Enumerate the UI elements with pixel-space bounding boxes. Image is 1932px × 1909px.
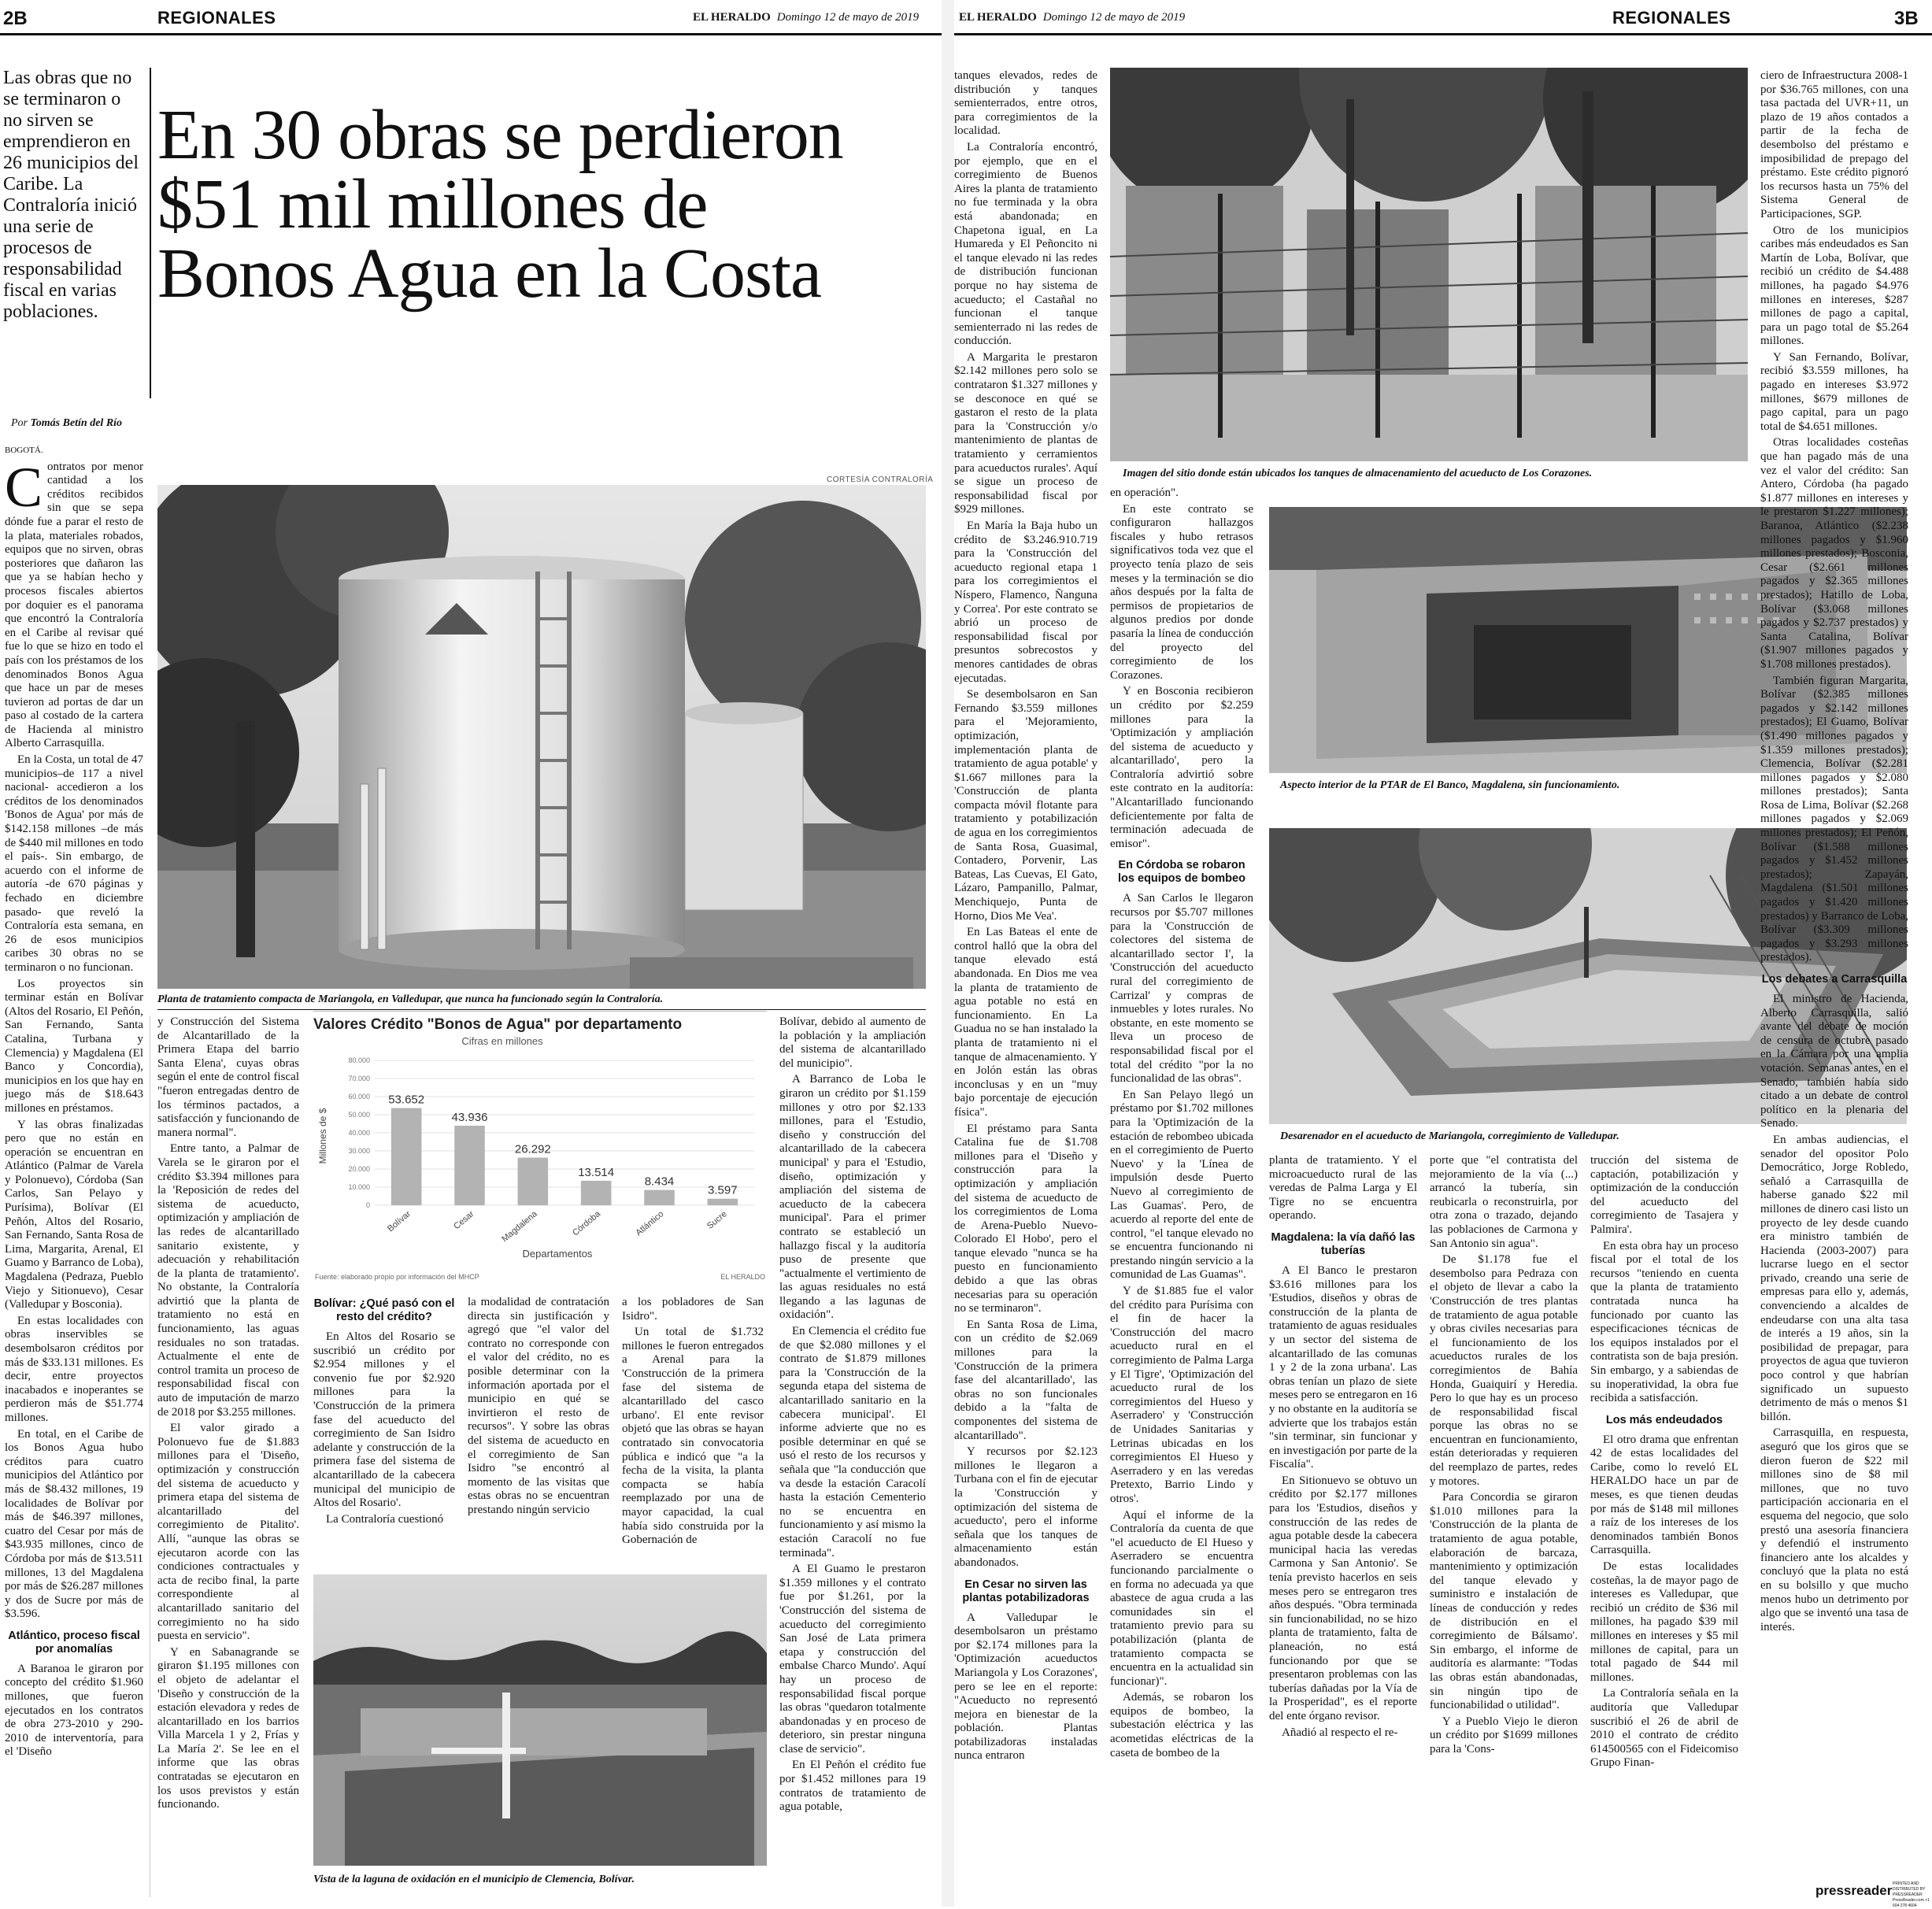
pressreader-logo: pressreader <box>1815 1883 1893 1898</box>
y-tick-label: 10.000 <box>348 1183 370 1191</box>
colc-para-1: A El Banco le prestaron $3.616 millones para los 'Estudios, diseños y obras de construcción de la planta de tratamiento de aguas residuales y un sector del sistema de alcantarillado de las comunas 1 y 2 de la zona urbana'. Las obras tenían un plazo de siete meses pero se entregaron en 16 y no obstante en la auditoría se advierte que los trabajos están "sin terminar, sin funcionar y en investigación por parte de la Fiscalía". <box>1269 1263 1417 1471</box>
subhead-cesar: En Cesar no sirven las plantas potabilizadoras <box>962 1578 1090 1604</box>
col5-para-1: Un total de $1.732 millones le fueron entregados a Arenal para la 'Construcción de la primera fase del sistema de alcantarillado del casco urbano'. El ente revisor objetó que las obras se hayan contratado sin convocatoria pública e indicó que "a la fecha de la visita, la planta compacta se había reemplazado por una de mayor capacidad, la cual había sido construida por la Gobernación de <box>622 1326 764 1547</box>
col2-para-0: y Construcción del Sistema de Alcantarillado de la Primera Etapa del barrio Santa Elena', cuyas obras según el ente de control fiscal "fueron entregadas dentro de los términos pactados, a satisfacción y funcionando de manera normal". <box>157 1016 299 1139</box>
column-4 <box>468 1296 609 1563</box>
column-c <box>1269 1154 1417 1894</box>
paper-name: EL HERALDO <box>693 11 771 24</box>
photo-lagoon <box>313 1574 767 1866</box>
colf-para-5: El ministro de Hacienda, Alberto Carrasquilla, salió avante del debate de moción de censura de octubre pasado en la Cámara por una amplia votación. Semanas antes, en el Senado, también había sido citado a un debate de control político en la plenaria del Senado. <box>1760 993 1908 1130</box>
chart-source: Fuente: elaborado propio por información del MHCP <box>315 1273 479 1281</box>
subhead-atlantico: Atlántico, proceso fiscal por anomalías <box>8 1629 140 1656</box>
bonos-agua-chart <box>313 1011 767 1289</box>
page-number: 3B <box>1894 8 1919 29</box>
x-axis-label: Departamentos <box>522 1248 593 1260</box>
y-tick-label: 40.000 <box>348 1129 370 1137</box>
bar <box>708 1199 738 1205</box>
dropcap: C <box>5 455 43 519</box>
section-label: REGIONALES <box>157 8 276 28</box>
right-page-header <box>954 8 1932 31</box>
pressreader-text: PRINTED AND DISTRIBUTED BY PRESSREADER PressReader.com +1 604 278 4604 <box>1893 1881 1930 1908</box>
colb-para-1: En este contrato se configuraron hallazgos fiscales y hubo retrasos significativos toda vez que el proyecto tenía plazo de seis meses y la terminación se dio años después por la falta de permisos de propietarios de algunos predios por donde pasaría la línea de conducción del proyecto del corregimiento de los Corazones. <box>1110 502 1253 682</box>
column-6 <box>779 1016 926 1897</box>
chart-brand: EL HERALDO <box>720 1273 765 1281</box>
section-label: REGIONALES <box>1612 8 1731 28</box>
cole-para-4: La Contraloría señala en la auditoría que Valledupar suscribió el 26 de abril de 2010 el contrato de crédito 614500565 con el Fideicomiso Grupo Finan- <box>1590 1687 1738 1770</box>
bar <box>581 1181 612 1205</box>
col2-para-2: El valor girado a Polonuevo fue de $1.883 millones para el 'Diseño, optimización y construcción del sistema de acueducto y primera etapa del sistema de alcantarillado del corregimiento de Pitalito'. Allí, "aunque las obras se ejecutaron acorde con las condiciones contractuales y acta de recibo final, la parte correspondiente al alcantarillado sanitario del corregimiento no ha sido puesta en servicio". <box>157 1422 299 1643</box>
col3-para-0: En Altos del Rosario se suscribió un crédito por $2.954 millones y el convenio fue por $2.920 millones para la 'Construcción de la primera fase del acueducto del corregimiento de San Isidro adelante y construcción de la primera fase del sistema de alcantarillado de la cabecera municipal del municipio de Altos del Rosario'. <box>313 1330 455 1510</box>
colb-para-2: Y en Bosconia recibieron un crédito por $2.259 millones para la 'Optimización y ampliación del sistema de acueducto y alcantarillado', pero la Contraloría advirtió sobre este contrato en la auditoría: "Alcantarillado funcionando deficientemente por falta de terminación adecuada de emisor". <box>1110 685 1253 850</box>
cola-para-7: En Santa Rosa de Lima, con un crédito de $2.069 millones para la 'Construcción de la primera fase del alcantarillado', las obras no son funcionales debido a la "falta de componentes del sistema de alcantarillado". <box>954 1318 1097 1442</box>
page-gutter <box>942 0 954 1907</box>
colf-para-4: También figuran Margarita, Bolívar ($2.385 millones pagados y $2.142 millones prestados); El Guamo, Bolívar ($1.490 millones pagados y $1.359 millones prestados); Clemencia, Bolívar ($2.281 millones pagados y $2.080 millones prestados); Santa Rosa de Lima, Bolívar ($2.268 millones pagados y $2.069 millones prestados); El Peñón, Bolívar ($1.588 millones pagados y $1.452 millones prestados); Zapayán, Magdalena ($1.501 millones pagados y $1.420 millones prestados) y Barranco de Loba, Bolívar ($3.309 millones pagados y $3.293 millones prestados). <box>1760 674 1908 964</box>
page-number: 2B <box>3 8 28 29</box>
photo-fenced-tanks <box>1110 68 1748 461</box>
column-a <box>954 69 1097 1896</box>
issue-date: Domingo 12 de mayo de 2019 <box>1042 11 1186 24</box>
x-tick-label: Atlántico <box>634 1209 666 1238</box>
col6-para-3: A El Guamo le prestaron $1.359 millones y el contrato fue por $1.261, por la 'Construcción del sistema de acueducto del corregimiento San José de Lata primera etapa y construcción del embalse Charco Mundo'. Aquí hay un proceso de responsabilidad fiscal porque las obras "quedaron totalmente abandonadas y en proceso de deterioro, sin prestar ninguna clase de servicio". <box>779 1563 926 1755</box>
colb-para-3: A San Carlos le llegaron recursos por $5.707 millones para la 'Construcción de colectores del sistema de alcantarillado sector I', la 'Construcción del acueducto rural del corregimiento de Carrizal' y compras de inmuebles y lotes rurales. No obstante, en este momento se lleva un proceso de responsabilidad fiscal por el total del crédito "por la no funcionalidad de las obras". <box>1110 892 1253 1086</box>
column-3 <box>313 1296 455 1563</box>
dateline: BOGOTÁ. <box>5 446 43 455</box>
colc-para-3: Añadió al respecto el re- <box>1282 1726 1398 1739</box>
col5-para-0: a los pobladores de San Isidro". <box>622 1296 764 1323</box>
cola-para-2: A Margarita le prestaron $2.142 millones pero solo se contrataron $1.327 millones y se desconoce en qué se gastaron el resto de la plata para la 'Construcción y/o mantenimiento de plantas de tratamiento y cerramientos para acueductos rurales'. Aquí se sigue un proceso de responsabilidad fiscal por $929 millones. <box>954 350 1097 516</box>
colf-para-1: Otro de los municipios caribes más endeudados es San Martín de Loba, Bolívar, que recibió un crédito de $4.488 millones, ha pagado $4.976 millones en intereses, $287 millones de pago a capital, para un pago total de $5.264 millones. <box>1760 224 1908 348</box>
photo-water-tank <box>157 485 926 989</box>
bar-value-label: 8.434 <box>644 1175 675 1189</box>
photo2-caption: Aspecto interior de la PTAR de El Banco, Magdalena, sin funcionamiento. <box>1280 779 1620 791</box>
cola-para-5: En Las Bateas el ente de control halló que la obra del tanque elevado está abandonada. En Dios me vea la planta de tratamiento de agua potable no está en funcionamiento. En La Guadua no se han instalado la planta de tratamiento ni el tanque de almacenamiento. Y en Jolón están las obras inconclusas y en un "muy bajo porcentaje de ejecución física". <box>954 926 1097 1119</box>
chart-subtitle: Cifras en millones <box>461 1035 543 1047</box>
col1-para-5: En total, en el Caribe de los Bonos Agua hubo créditos para cuatro municipios del Atlántico por más de $8.432 millones, 19 localidades de Bolívar por más de $46.397 millones, cuatro del Cesar por más de $43.935 millones, cinco de Córdoba por más de $13.511 millones, 13 del Magdalena por más de $26.287 millones y dos de Sucre por más de $3.596. <box>5 1427 143 1621</box>
cold-para-0: porte que "el contratista del mejoramiento de la vía (...) arrancó la tubería, sin reubicarla o reconstruirla, por otra zona o trazado, dejando las poblaciones de Carmona y San Antonio sin agua". <box>1430 1154 1578 1250</box>
cole-para-0: trucción del sistema de captación, potabilización y optimización de la conducción del acueducto del corregimiento de Tasajera y Palmira'. <box>1590 1154 1738 1236</box>
colb-para-4: En San Pelayo llegó un préstamo por $1.702 millones para la 'Optimización de la estación de rebombeo ubicada en el corregimiento de Puerto Nuevo' y la 'Línea de impulsión desde Puerto Nuevo al corregimiento de Las Guamas'. Pero, de acuerdo al reporte del ente de control, "el tanque elevado no se encuentra funcionando ni prestando ningún servicio a la comunidad de Las Guamas". <box>1110 1088 1253 1282</box>
subhead-debates: Los debates a Carrasquilla <box>1761 973 1908 986</box>
column-f <box>1760 69 1908 1872</box>
col1-para-2: Los proyectos sin terminar están en Bolívar (Altos del Rosario, El Peñón, San Fernando, Santa Catalina, Turbana y Clemencia) y Magdalena (El Banco y Concordia), municipios en los que hay en juego más de $18.643 millones en préstamos. <box>5 977 143 1115</box>
col1-tail: A Baranoa le giraron por concepto del crédito $1.960 millones, que fueron ejecutados en los contratos de obra 273-2010 y 290-2010 de interventoría, para el 'Diseño <box>5 1662 143 1759</box>
colb-para-7: Además, se robaron los equipos de bombeo, la subestación eléctrica y las acometidas eléctricas de la caseta de bombeo de la <box>1110 1691 1253 1759</box>
bar-value-label: 26.292 <box>514 1142 551 1156</box>
col2-para-3: Y en Sabanagrande se giraron $1.195 millones con el objeto de adelantar el 'Diseño y construcción de la estación elevadora y redes de alcantarillado en los barrios Villa Marcela 1 y 2, Frías y La María 2'. Se lee en el informe que las obras contratadas se ejecutaron en los usos previstos y están funcionando. <box>157 1645 299 1811</box>
bar-value-label: 13.514 <box>578 1165 615 1179</box>
column-1 <box>5 444 143 1892</box>
issue-date: Domingo 12 de mayo de 2019 <box>776 11 920 24</box>
subhead-endeudados: Los más endeudados <box>1605 1413 1723 1426</box>
col1-para-0: Contratos por menor cantidad a los créditos recibidos sin que se sepa dónde fue a parar el resto de la plata, materiales robados, equipos que no sirven, obras posteriores que dañaron las que ya se habían hecho y procesos fiscales abiertos por doquier es el panorama que encontró la Contraloría en el Caribe al revisar qué fue lo que se hizo en todo el país con los préstamos de los denominados Bonos Agua que hace un par de meses tuvieron ad portas de dar un paso al costado de la cartera de Hacienda al ministro Alberto Carrasquilla. <box>5 455 143 750</box>
colc-para-0: planta de tratamiento. Y el microacueducto rural de las veredas de Palma Larga y El Tigre no se encuentra operando. <box>1269 1154 1417 1223</box>
cole-para-3: De estas localidades costeñas, la de mayor pago de intereses es Valledupar, que recibió un crédito de $36 mil millones, ha pagado $39 mil millones en intereses y $5 mil millones de capital, para un total pagado de $44 mil millones. <box>1590 1560 1738 1684</box>
col6-para-1: A Barranco de Loba le giraron un crédito por $1.159 millones y otro por $2.133 millones, para el 'Estudio, diseño y construcción del alcantarillado de la cabecera municipal' y para el 'Estudio, diseño, optimización y ampliación del sistema de acueducto de la cabecera municipal'. Para el primer contrato se estableció un hallazgo fiscal y la auditoría puso de presente que "actualmente el vertimiento de las aguas residuales no está llegando a las lagunas de oxidación". <box>779 1073 926 1322</box>
caption-rule <box>157 1009 926 1010</box>
cola-para-3: En María la Baja hubo un crédito de $3.246.910.719 para la 'Construcción del acueducto regional etapa 1 para los corregimientos el Níspero, Flamenco, Ñanguna y Correa'. Por este contrato se abrió un proceso de responsabilidad fiscal por presuntos sobrecostos y menores cantidades de obras ejecutadas. <box>954 520 1097 685</box>
pressreader-footer <box>1815 1878 1932 1907</box>
column-d <box>1430 1154 1578 1894</box>
x-tick-label: Magdalena <box>500 1209 539 1245</box>
x-tick-label: Córdoba <box>571 1209 603 1238</box>
photo-water-tank-image <box>157 485 926 989</box>
bar-value-label: 43.936 <box>451 1110 488 1124</box>
lede: Las obras que no se terminaron o no sirven se emprendieron en 26 municipios del Caribe. La Contraloría inició una serie de procesos de responsabilidad fiscal en varias poblaciones. <box>3 68 139 322</box>
left-page-header <box>0 8 942 31</box>
bar-value-label: 53.652 <box>388 1093 425 1107</box>
colf-para-0: ciero de Infraestructura 2008-1 por $36.765 millones, con una tasa pactada del UVR+11, un plazo de 19 años contados a partir de la fecha de desembolso del préstamo e imposibilidad de prepago del préstamo. Este crédito pignoró los recursos hasta un 75% del Sistema General de Participaciones, SGP. <box>1760 69 1908 220</box>
col1-para-4: En estas localidades con obras inservibles se desembolsaron créditos por más de $33.131 millones. Es decir, entre proyectos inacabados e inoperantes se perdieron más de $51.774 millones. <box>5 1314 143 1424</box>
col6-para-4: En El Peñón el crédito fue por $1.452 millones para 19 contratos de tratamiento de agua potable, <box>779 1759 926 1814</box>
photo3-caption: Desarenador en el acueducto de Mariangola, corregimiento de Valledupar. <box>1280 1130 1619 1142</box>
x-tick-label: Cesar <box>452 1209 476 1232</box>
column-5 <box>622 1296 764 1563</box>
colb-para-5: Y de $1.885 fue el valor del crédito para Purísima con el fin de hacer la 'Construcción del macro acueducto rural en el corregimiento de Palma Larga y El Tigre', 'Optimización del acueducto rural de los corregimientos del Hueso y Aserradero' y 'Construcción de Unidades Sanitarias y Letrinas ubicadas en los corregimientos El Hueso y Aserradero y en las veredas Pretexto, Barrio Lindo y otros'. <box>1110 1285 1253 1505</box>
bar <box>391 1108 422 1205</box>
masthead <box>693 11 919 24</box>
colb-para-0: en operación". <box>1110 486 1179 499</box>
chart-svg <box>313 1012 767 1289</box>
chart-title: Valores Crédito "Bonos de Agua" por departamento <box>313 1016 683 1033</box>
photo1-caption: Imagen del sitio donde están ubicados los tanques de almacenamiento del acueducto de Los Corazones. <box>1123 468 1593 479</box>
cold-para-1: De $1.178 fue el desembolso para Pedraza con el objeto de llevar a cabo la 'Construcción de tres plantas de tratamiento de agua potable y obras civiles necesarias para el funcionamiento de los acueductos rurales de los corregimientos de Bahía Honda, Guaiquirí y Heredia. Pero lo que hay es un proceso de responsabilidad fiscal porque las obras no se encuentran en funcionamiento, están deterioradas y requieren del reemplazo de partes, redes y motores. <box>1430 1253 1578 1488</box>
photo-lagoon-image <box>313 1574 767 1866</box>
cola-para-0: tanques elevados, redes de distribución y tanques semienterrados, entre otros, para corregimientos de la localidad. <box>954 69 1097 138</box>
cola-para-8: Y recursos por $2.123 millones le llegaron a Turbana con el fin de ejecutar la 'Construcción y optimización del sistema de acueducto', pero el informe señala que los tanques de almacenamiento están abandonados. <box>954 1445 1097 1569</box>
y-tick-label: 0 <box>365 1201 370 1209</box>
colf-para-6: En ambas audiencias, el senador del opositor Polo Democrático, Jorge Robledo, señaló a Carrasquilla de haberse ganado $22 mil millones de dinero casi listo un proyecto de ley desde cuando era ministro también de Hacienda (2003-2007) para lucrarse luego en el sector privado, creando una serie de empresas para ello y, además, convenciendo a alcaldes de endeudarse con una alta tasa de interés a 19 años, sin la posibilidad de prepagar, para proyectos de agua que tuvieron poco control y que habrían significado un supuesto detrimento de más o menos $1 billón. <box>1760 1133 1908 1423</box>
photo-credit: CORTESÍA CONTRALORÍA <box>827 475 934 484</box>
cola-tail: A Valledupar le desembolsaron un préstamo por $2.174 millones para la 'Optimización acueductos Mariangola y Los Corazones', pero se lee en el reporte: "Acueducto no representó mejora en bienestar de la población. Plantas potabilizadoras instaladas nunca entraron <box>954 1611 1097 1763</box>
lede-divider <box>150 68 151 398</box>
y-tick-label: 30.000 <box>348 1147 370 1155</box>
headline: En 30 obras se perdieron $51 mil millones de Bonos Agua en la Costa <box>157 96 843 313</box>
colf-para-3: Otras localidades costeñas que han pagado más de una vez el valor del crédito: San Antero, Córdoba (ha pagado $1.877 millones en intereses y le prestaron $1.227 millones); Baranoa, Atlántico ($2.238 millones pagados y $1.960 millones prestados); Bosconia, Cesar ($2.661 millones pagados y $2.365 millones prestados); Hatillo de Loba, Bolívar ($3.068 millones pagados y $2.737 prestados) y Santa Catalina, Bolívar ($1.907 millones pagados y $1.708 millones prestados). <box>1760 436 1908 671</box>
colf-para-7: Carrasquilla, en respuesta, aseguró que los giros que se dieron fueron de $22 mil millones sino de $8 mil millones, que no tuvo participación accionaria en el esquema del negocio, que solo prestó una asesoría financiera y defendió el instrumento financiero ante los alcaldes y concluyó que la plata no está en su bolsillo y que mucho menos hubo un detrimento por algo que se inventó una tasa de interés. <box>1760 1426 1908 1633</box>
column-b <box>1110 486 1253 1896</box>
subhead-bolivar: Bolívar: ¿Qué pasó con el resto del crédito? <box>313 1297 455 1323</box>
cola-para-4: Se desembolsaron en San Fernando $3.559 millones para el 'Mejoramiento, optimización, implementación planta de tratamiento de agua potable' y $1.667 millones para la 'Construcción de planta compacta móvil flotante para tratamiento y potabilización de agua en los corregimientos de Santa Rosa, Guasimal, Contadero, Porvenir, Las Bateas, Las Cuevas, El Gato, Lázaro, Pampanillo, Palmar, Menchiquejo, Punta de Horno, Dios Me Vea'. <box>954 688 1097 923</box>
photo1-caption: Planta de tratamiento compacta de Mariangola, en Valledupar, que nunca ha funcionado según la Contraloría. <box>157 993 664 1005</box>
col2-para-1: Entre tanto, a Palmar de Varela se le giraron por el crédito $3.394 millones para la 'Reposición de redes del sistema de acueducto, optimización y ampliación de las redes de alcantarillado sanitario existente, y adecuación y rehabilitación de la planta de tratamiento'. No obstante, la Contraloría advirtió que la planta de tratamiento no está en funcionamiento, las aguas residuales no son tratadas. Actualmente el ente de control tramita un proceso de responsabilidad fiscal con auto de imputación de marzo de 2018 por $3.255 millones. <box>157 1142 299 1419</box>
photo-fenced-tanks-image <box>1110 68 1748 461</box>
paper-name: EL HERALDO <box>959 11 1037 24</box>
col3-para-1: La Contraloría cuestionó <box>326 1512 444 1526</box>
bar <box>454 1126 485 1205</box>
right-page <box>954 0 1932 1907</box>
cola-para-1: La Contraloría encontró, por ejemplo, que en el corregimiento de Buenos Aires la planta de tratamiento no fue terminada y la obra está abandonada; en Chapetona igual, en La Humareda y El Peñoncito ni el tanque elevado ni las redes de distribución funcionan porque no hay sistema de acueducto; el Castañal no funcionan el tanque semienterrado ni las redes de conducción. <box>954 140 1097 348</box>
cola-para-6: El préstamo para Santa Catalina fue de $1.708 millones para el 'Diseño y construcción para la optimización y ampliación del sistema de acueducto de los corregimientos de Loma de Arena-Pueblo Nuevo-Colorado El Hobo', pero el tanque elevado "nunca se ha puesto en funcionamiento debido a que las obras necesarias para su operación no se terminaron". <box>954 1122 1097 1315</box>
col1-para-3: Y las obras finalizadas pero que no están en operación se encuentran en Atlántico (Palmar de Varela y Polonuevo), Córdoba (San Carlos, San Pelayo y Purísima), Bolívar (El Peñón, Altos del Rosario, San Fernando, Santa Rosa de Lima, Margarita, Arenal, El Guamo y Barranco de Loba), Magdalena (Pedraza, Pueblo Viejo y Sitionuevo), Cesar (Valledupar y Bosconia). <box>5 1118 143 1312</box>
y-tick-label: 50.000 <box>348 1111 370 1119</box>
cole-para-1: En esta obra hay un proceso fiscal por el total de los recursos "teniendo en cuenta que la planta de tratamiento contratada nunca ha funcionado por cuanto las especificaciones técnicas de los equipos instalados por el contratista son de baja presión. Sin embargo, y a sabiendas de su inoperatividad, la obra fue recibida a satisfacción. <box>1590 1239 1738 1405</box>
header-rule <box>954 33 1932 35</box>
colb-para-6: Aquí el informe de la Contraloría da cuenta de que "el acueducto de El Hueso y Aserradero se encuentra funcionando parcialmente o en forma no adecuada ya que abastece de agua cruda a las comunidades sin el tratamiento previo para su potabilización (planta de tratamiento compacta se encuentra en la actualidad sin funcionar)". <box>1110 1508 1253 1688</box>
y-tick-label: 80.000 <box>348 1056 370 1064</box>
column-e <box>1590 1154 1738 1894</box>
cold-para-2: Para Concordia se giraron $1.010 millones para la 'Construcción de la planta de tratamiento de agua potable, elaboración de barcaza, mantenimiento y optimización del tanque elevado y suministro e instalación de líneas de conducción y redes de distribución en el corregimiento de Bálsamo'. Sin embargo, el informe de auditoría es alarmante: "Todas las obras están abandonadas, sin ningún tipo de funcionabilidad o utilidad". <box>1430 1491 1578 1712</box>
left-page <box>0 0 942 1907</box>
y-tick-label: 70.000 <box>348 1075 370 1082</box>
masthead <box>959 11 1185 24</box>
y-tick-label: 20.000 <box>348 1165 370 1173</box>
colf-para-2: Y San Fernando, Bolívar, recibió $3.559 millones, ha pagado en intereses $3.972 millones, $679 millones de pago capital, para un pago total de $4.651 millones. <box>1760 350 1908 433</box>
byline: Por Tomás Betín del Río <box>11 417 123 429</box>
y-tick-label: 60.000 <box>348 1093 370 1101</box>
bar <box>518 1158 549 1205</box>
bar-value-label: 3.597 <box>708 1183 738 1197</box>
subhead-magdalena: Magdalena: la vía dañó las tuberías <box>1271 1230 1416 1257</box>
colc-para-2: En Sitionuevo se obtuvo un crédito por $2.177 millones para los 'Estudios, diseños y construcción de las redes de agua potable desde la cabecera municipal hacia las veredas Carmona y San Antonio'. Se tenía previsto hacerlos en seis meses pero se entregaron tres años después. "Obra terminada sin funcionabilidad, no se hizo planta de tratamiento, falta de planeación, no está funcionando por que se presentaron problemas con las tuberías dañadas por la Vía de la Prosperidad", es el reporte del ente órgano revisor. <box>1269 1474 1417 1722</box>
x-tick-label: Bolívar <box>386 1209 413 1234</box>
column-2 <box>157 1016 299 1897</box>
photo2-caption: Vista de la laguna de oxidación en el municipio de Clemencia, Bolívar. <box>313 1874 635 1885</box>
subhead-cordoba: En Córdoba se robaron los equipos de bombeo <box>1118 859 1245 886</box>
bar <box>644 1190 675 1205</box>
header-rule <box>0 33 942 35</box>
y-axis-label: Millones de $ <box>317 1108 328 1164</box>
col6-para-0: Bolívar, debido al aumento de la población y la ampliación del sistema de alcantarillado del municipio". <box>779 1016 926 1070</box>
x-tick-label: Sucre <box>705 1209 729 1231</box>
cole-para-2: El otro drama que enfrentan 42 de estas localidades del Caribe, como lo reveló EL HERALDO hace un par de meses, es que tienen deudas por más de $148 mil millones a raíz de los intereses de los denominados también Bonos Carrasquilla. <box>1590 1433 1738 1557</box>
col4-para-0: la modalidad de contratación directa sin justificación y agregó que "el valor del contrato no corresponde con el valor del crédito, no es posible determinar con la información aportada por el municipio en qué se invirtieron el resto de recursos". Y sobre las obras del sistema de acueducto en el corregimiento de San Isidro "se encontró al momento de las visitas que estas obras no se encuentran prestando ningún servicio <box>468 1296 609 1516</box>
col6-para-2: En Clemencia el crédito fue de que $2.080 millones y el contrato de $1.879 millones para la 'Construcción de la segunda etapa del sistema de alcantarillado sanitario en la cabecera municipal'. El informe advierte que no es posible determinar en qué se usó el resto de los recursos y señala que "la conducción que va desde la estación Caracolí hasta la estación Cementerio no se encuentra en funcionamiento y así mismo la estación Caracolí no fue terminada". <box>779 1325 926 1559</box>
cold-para-3: Y a Pueblo Viejo le dieron un crédito por $1699 millones para la 'Cons- <box>1430 1715 1578 1755</box>
col1-para-1: En la Costa, un total de 47 municipios–de 117 a nivel nacional- accedieron a los créditos de los denominados 'Bonos de Agua' por más de $142.158 millones –de más de $440 mil millones en todo el país-. Sin embargo, de acuerdo con el informe de autoría -de 670 páginas y fechado en diciembre pasado- que reveló la Contraloría esta semana, en 26 de esos municipios caribes 30 obras no se terminaron o no funcionan. <box>5 753 143 974</box>
